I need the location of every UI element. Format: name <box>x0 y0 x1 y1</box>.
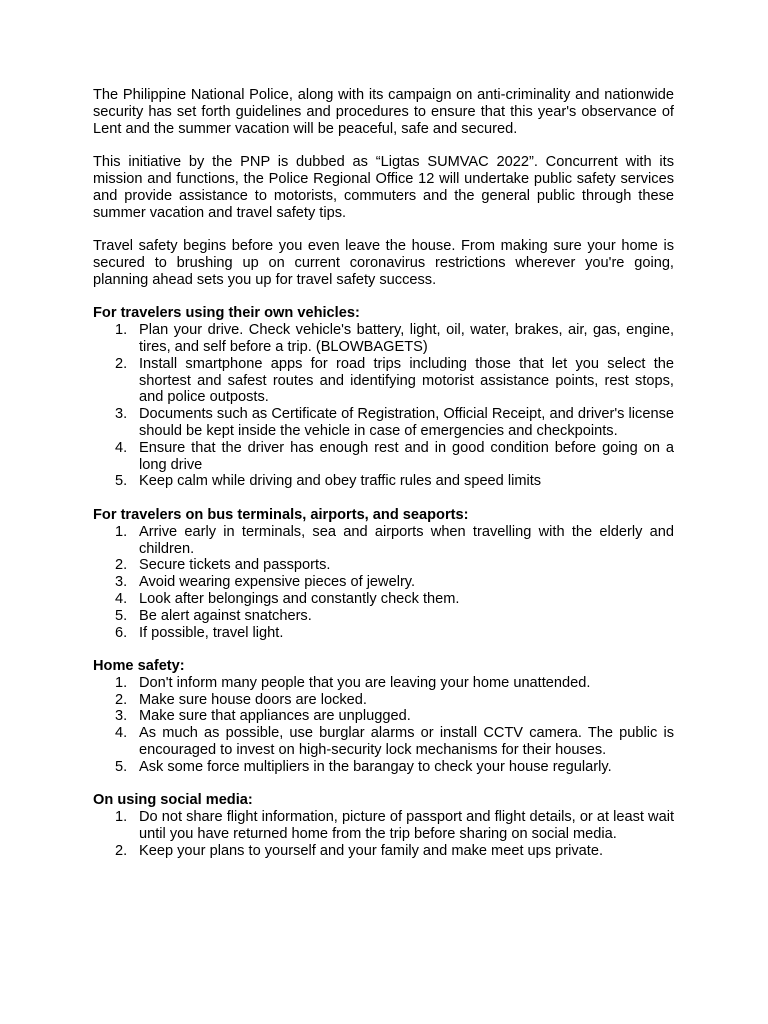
list-item-number: 1. <box>115 674 128 691</box>
list-item-number: 5. <box>115 758 128 775</box>
list-item-text: Ensure that the driver has enough rest and in good condition before going on a long drive <box>139 439 674 473</box>
list-item-text: If possible, travel light. <box>139 624 284 641</box>
list-item-number: 2. <box>115 355 128 372</box>
list-item-text: Ask some force multipliers in the barangay to check your house regularly. <box>139 758 612 775</box>
list-item-text: Keep your plans to yourself and your family and make meet ups private. <box>139 842 603 859</box>
list-item-number: 3. <box>115 574 128 591</box>
list-own-vehicles <box>93 322 674 490</box>
section-heading-own-vehicles: For travelers using their own vehicles: <box>93 305 360 322</box>
list-item-number: 1. <box>115 322 128 339</box>
list-home-safety <box>93 675 674 776</box>
intro-paragraph: The Philippine National Police, along with its campaign on anti-criminality and nationwide security has set forth guidelines and procedures to ensure that this year's observance of Lent and the summer vacation will be peaceful, safe and secured. <box>93 87 674 137</box>
list-item-text: Look after belongings and constantly check them. <box>139 590 460 607</box>
list-item-number: 2. <box>115 842 128 859</box>
list-item <box>93 725 674 759</box>
list-item-text: Don't inform many people that you are leaving your home unattended. <box>139 674 591 691</box>
list-item-number: 4. <box>115 439 128 456</box>
list-item-number: 2. <box>115 557 128 574</box>
list-item-text: Keep calm while driving and obey traffic rules and speed limits <box>139 473 542 490</box>
document-body <box>93 87 674 876</box>
list-item <box>93 843 674 860</box>
list-item <box>93 440 674 474</box>
list-item-text: Plan your drive. Check vehicle's battery, light, oil, water, brakes, air, gas, engine, tires, and self before a trip. (BLOWBAGETS) <box>139 322 674 355</box>
list-item <box>93 557 674 574</box>
initiative-paragraph: This initiative by the PNP is dubbed as “Ligtas SUMVAC 2022”. Concurrent with its mission and functions, the Police Regional Office 12 will undertake public safety services and provide assistance to motorists, commuters and the general public through these summer vacation and travel safety tips. <box>93 154 674 221</box>
list-item-text: Make sure house doors are locked. <box>139 691 367 708</box>
list-item-number: 5. <box>115 607 128 624</box>
list-item-number: 4. <box>115 590 128 607</box>
section-heading-home-safety: Home safety: <box>93 658 185 675</box>
list-item <box>93 356 674 406</box>
list-item <box>93 759 674 776</box>
list-item <box>93 574 674 591</box>
list-item <box>93 708 674 725</box>
list-item-text: Do not share flight information, picture of passport and flight details, or at least wait until you have returned home from the trip before sharing on social media. <box>139 809 674 843</box>
list-item-text: Avoid wearing expensive pieces of jewelry. <box>139 574 416 591</box>
list-item <box>93 625 674 642</box>
section-heading-social-media: On using social media: <box>93 792 253 809</box>
list-item-text: Secure tickets and passports. <box>139 557 331 574</box>
list-item <box>93 524 674 558</box>
list-item-text: Documents such as Certificate of Registration, Official Receipt, and driver's license should be kept inside the vehicle in case of emergencies and checkpoints. <box>139 406 674 439</box>
list-social-media <box>93 809 674 859</box>
list-item-text: Install smartphone apps for road trips including those that let you select the shortest and safest routes and identifying motorist assistance points, rest stops, and police outposts. <box>139 355 674 406</box>
list-item-number: 5. <box>115 473 128 490</box>
list-item <box>93 608 674 625</box>
list-item-text: Be alert against snatchers. <box>139 607 312 624</box>
list-item <box>93 591 674 608</box>
list-item-number: 3. <box>115 708 128 725</box>
list-item-number: 2. <box>115 691 128 708</box>
travel-safety-paragraph: Travel safety begins before you even leave the house. From making sure your home is secured to brushing up on current coronavirus restrictions wherever you're going, planning ahead sets you up for travel safety success. <box>93 238 674 288</box>
list-item <box>93 322 674 356</box>
list-item <box>93 406 674 440</box>
list-item-number: 4. <box>115 725 128 742</box>
list-item-text: As much as possible, use burglar alarms or install CCTV camera. The public is encouraged to invest on high-security lock mechanisms for their houses. <box>139 725 674 759</box>
list-item <box>93 473 674 490</box>
section-heading-terminals: For travelers on bus terminals, airports, and seaports: <box>93 506 469 523</box>
list-item-text: Make sure that appliances are unplugged. <box>139 708 411 725</box>
list-item <box>93 692 674 709</box>
list-terminals <box>93 524 674 642</box>
list-item-number: 1. <box>115 523 128 540</box>
list-item <box>93 675 674 692</box>
list-item-text: Arrive early in terminals, sea and airports when travelling with the elderly and children. <box>139 523 674 557</box>
list-item-number: 6. <box>115 624 128 641</box>
list-item <box>93 809 674 843</box>
list-item-number: 3. <box>115 406 128 423</box>
list-item-number: 1. <box>115 809 128 826</box>
